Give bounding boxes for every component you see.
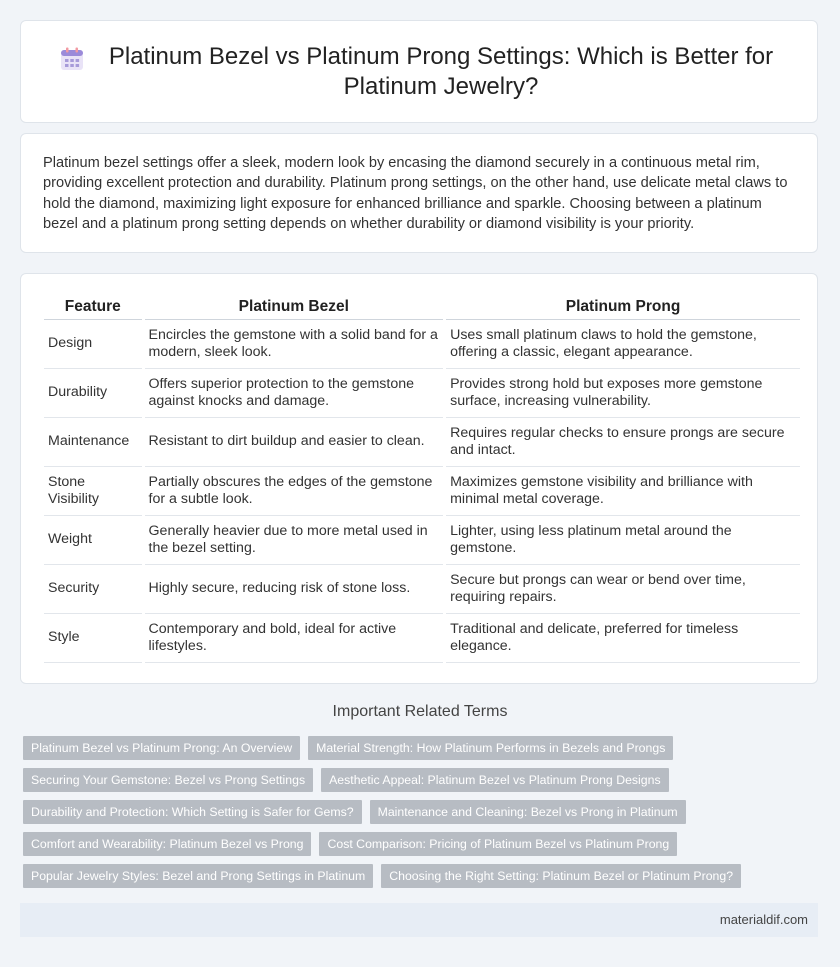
related-term-link[interactable]: Material Strength: How Platinum Performs in Bezels and Prongs xyxy=(308,736,673,760)
table-row xyxy=(44,467,800,516)
bezel-cell: Partially obscures the edges of the gemstone for a subtle look. xyxy=(145,467,444,516)
bezel-cell: Encircles the gemstone with a solid band for a modern, sleek look. xyxy=(145,320,444,369)
related-term-link[interactable]: Platinum Bezel vs Platinum Prong: An Overview xyxy=(23,736,300,760)
table-row xyxy=(44,320,800,369)
table-row xyxy=(44,516,800,565)
table-row xyxy=(44,418,800,467)
related-term-link[interactable]: Aesthetic Appeal: Platinum Bezel vs Platinum Prong Designs xyxy=(321,768,669,792)
related-term-link[interactable]: Choosing the Right Setting: Platinum Bezel or Platinum Prong? xyxy=(381,864,741,888)
bezel-cell: Offers superior protection to the gemstone against knocks and damage. xyxy=(145,369,444,418)
prong-cell: Lighter, using less platinum metal around the gemstone. xyxy=(446,516,800,565)
intro-card xyxy=(20,133,818,253)
comparison-table xyxy=(41,294,803,663)
bezel-cell: Contemporary and bold, ideal for active lifestyles. xyxy=(145,614,444,663)
bezel-cell: Generally heavier due to more metal used in the bezel setting. xyxy=(145,516,444,565)
prong-cell: Uses small platinum claws to hold the gemstone, offering a classic, elegant appearance. xyxy=(446,320,800,369)
bezel-cell: Highly secure, reducing risk of stone loss. xyxy=(145,565,444,614)
feature-cell: Stone Visibility xyxy=(44,467,142,516)
related-term-link[interactable]: Comfort and Wearability: Platinum Bezel vs Prong xyxy=(23,832,311,856)
related-terms-list xyxy=(23,736,813,888)
related-terms-title: Important Related Terms xyxy=(332,703,508,720)
feature-cell: Durability xyxy=(44,369,142,418)
feature-cell: Weight xyxy=(44,516,142,565)
feature-cell: Maintenance xyxy=(44,418,142,467)
intro-text: Platinum bezel settings offer a sleek, modern look by encasing the diamond securely in a continuous metal rim, providing excellent protection and durability. Platinum prong settings, on the other hand, use delicate metal claws to hold the diamond, maximizing light exposure for enhanced brilliance and sparkle. Choosing between a platinum bezel and a platinum prong setting depends on whether durability or diamond visibility is your priority. xyxy=(43,155,788,232)
bezel-cell: Resistant to dirt buildup and easier to clean. xyxy=(145,418,444,467)
table-row xyxy=(44,369,800,418)
title-card xyxy=(20,20,818,123)
table-header-row xyxy=(44,294,800,320)
column-header-bezel: Platinum Bezel xyxy=(145,294,444,320)
footer xyxy=(20,903,818,937)
prong-cell: Secure but prongs can wear or bend over time, requiring repairs. xyxy=(446,565,800,614)
comparison-table-card xyxy=(20,273,818,684)
table-row xyxy=(44,614,800,663)
related-term-link[interactable]: Cost Comparison: Pricing of Platinum Bezel vs Platinum Prong xyxy=(319,832,677,856)
feature-cell: Style xyxy=(44,614,142,663)
page-title: Platinum Bezel vs Platinum Prong Settings: Which is Better for Platinum Jewelry? xyxy=(108,42,774,100)
related-term-link[interactable]: Maintenance and Cleaning: Bezel vs Prong in Platinum xyxy=(370,800,686,824)
related-term-link[interactable]: Popular Jewelry Styles: Bezel and Prong Settings in Platinum xyxy=(23,864,373,888)
title-wrap xyxy=(59,42,779,102)
column-header-feature: Feature xyxy=(44,294,142,320)
prong-cell: Provides strong hold but exposes more gemstone surface, increasing vulnerability. xyxy=(446,369,800,418)
prong-cell: Maximizes gemstone visibility and brilliance with minimal metal coverage. xyxy=(446,467,800,516)
calendar-icon xyxy=(59,46,85,72)
prong-cell: Traditional and delicate, preferred for timeless elegance. xyxy=(446,614,800,663)
feature-cell: Design xyxy=(44,320,142,369)
column-header-prong: Platinum Prong xyxy=(446,294,800,320)
related-term-link[interactable]: Durability and Protection: Which Setting is Safer for Gems? xyxy=(23,800,362,824)
feature-cell: Security xyxy=(44,565,142,614)
prong-cell: Requires regular checks to ensure prongs are secure and intact. xyxy=(446,418,800,467)
footer-site-link[interactable]: materialdif.com xyxy=(719,912,808,927)
related-term-link[interactable]: Securing Your Gemstone: Bezel vs Prong Settings xyxy=(23,768,313,792)
table-row xyxy=(44,565,800,614)
